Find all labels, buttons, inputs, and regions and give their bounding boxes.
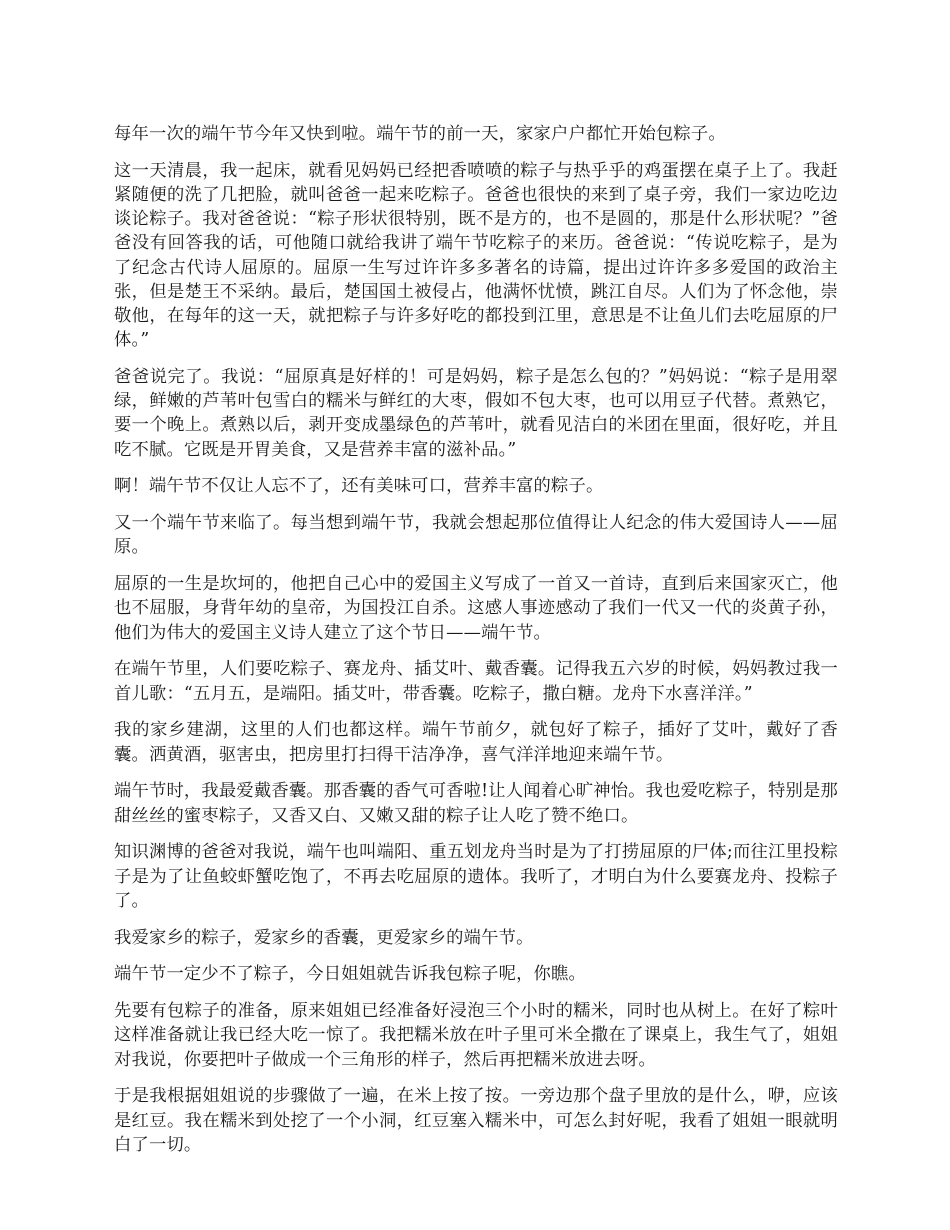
paragraph-6: 屈原的一生是坎坷的，他把自己心中的爱国主义写成了一首又一首诗，直到后来国家灭亡，他也不屈服，身背年幼的皇帝，为国投江自杀。这感人事迹感动了我们一代又一代的炎黄子孙，他们为伟大的爱国主义诗人建立了这个节日——端午节。: [114, 574, 838, 643]
paragraph-11: 我爱家乡的粽子，爱家乡的香囊，更爱家乡的端午节。: [114, 927, 534, 948]
paragraph-5: 又一个端午节来临了。每当想到端午节，我就会想起那位值得让人纪念的伟大爱国诗人——屈原。: [114, 513, 838, 558]
paragraph-8: 我的家乡建湖，这里的人们也都这样。端午节前夕，就包好了粽子，插好了艾叶，戴好了香囊。洒黄酒，驱害虫，把房里打扫得干洁净净，喜气洋洋地迎来端午节。: [114, 720, 838, 765]
paragraph-9: 端午节时，我最爱戴香囊。那香囊的香气可香啦!让人闻着心旷神怡。我也爱吃粽子，特别是那甜丝丝的蜜枣粽子，又香又白、又嫩又甜的粽子让人吃了赞不绝口。: [114, 781, 838, 826]
paragraph-12: 端午节一定少不了粽子，今日姐姐就告诉我包粽子呢，你瞧。: [114, 964, 586, 985]
paragraph-10: 知识渊博的爸爸对我说，端午也叫端阳、重五划龙舟当时是为了打捞屈原的尸体;而往江里投粽子是为了让鱼蛟虾蟹吃饱了，不再去吃屈原的遗体。我听了，才明白为什么要赛龙舟、投粽子了。: [114, 842, 838, 911]
paragraph-13: 先要有包粽子的准备，原来姐姐已经准备好浸泡三个小时的糯米，同时也从树上。在好了粽叶这样准备就让我已经大吃一惊了。我把糯米放在叶子里可米全撒在了课桌上，我生气了，姐姐对我说，你要把叶子做成一个三角形的样子，然后再把糯米放进去呀。: [114, 1001, 838, 1070]
paragraph-2: 这一天清晨，我一起床，就看见妈妈已经把香喷喷的粽子与热乎乎的鸡蛋摆在桌子上了。我赶紧随便的洗了几把脸，就叫爸爸一起来吃粽子。爸爸也很快的来到了桌子旁，我们一家边吃边谈论粽子。我对爸爸说：“粽子形状很特别，既不是方的，也不是圆的，那是什么形状呢？”爸爸没有回答我的话，可他随口就给我讲了端午节吃粽子的来历。爸爸说：“传说吃粽子，是为了纪念古代诗人屈原的。屈原一生写过许许多多著名的诗篇，提出过许许多多爱国的政治主张，但是楚王不采纳。最后，楚国国土被侵占，他满怀忧愤，跳江自尽。人们为了怀念他，崇敬他，在每年的这一天，就把粽子与许多好吃的都投到江里，意思是不让鱼儿们去吃屈原的尸体。”: [114, 160, 838, 351]
paragraph-1: 每年一次的端午节今年又快到啦。端午节的前一天，家家户户都忙开始包粽子。: [114, 124, 726, 144]
document-body: [114, 122, 838, 1170]
paragraph-14: 于是我根据姐姐说的步骤做了一遍，在米上按了按。一旁边那个盘子里放的是什么，咿，应该是红豆。我在糯米到处挖了一个小洞，红豆塞入糯米中，可怎么封好呢，我看了姐姐一眼就明白了一切。: [114, 1086, 838, 1155]
paragraph-7: 在端午节里，人们要吃粽子、赛龙舟、插艾叶、戴香囊。记得我五六岁的时候，妈妈教过我一首儿歌：“五月五，是端阳。插艾叶，带香囊。吃粽子，撒白糖。龙舟下水喜洋洋。”: [114, 659, 838, 704]
paragraph-4: 啊！端午节不仅让人忘不了，还有美味可口，营养丰富的粽子。: [114, 476, 604, 497]
paragraph-3: 爸爸说完了。我说：“屈原真是好样的！可是妈妈，粽子是怎么包的？”妈妈说：“粽子是用翠绿，鲜嫩的芦苇叶包雪白的糯米与鲜红的大枣，假如不包大枣，也可以用豆子代替。煮熟它，要一个晚上。煮熟以后，剥开变成墨绿色的芦苇叶，就看见洁白的米团在里面，很好吃，并且吃不腻。它既是开胃美食，又是营养丰富的滋补品。”: [114, 367, 838, 460]
